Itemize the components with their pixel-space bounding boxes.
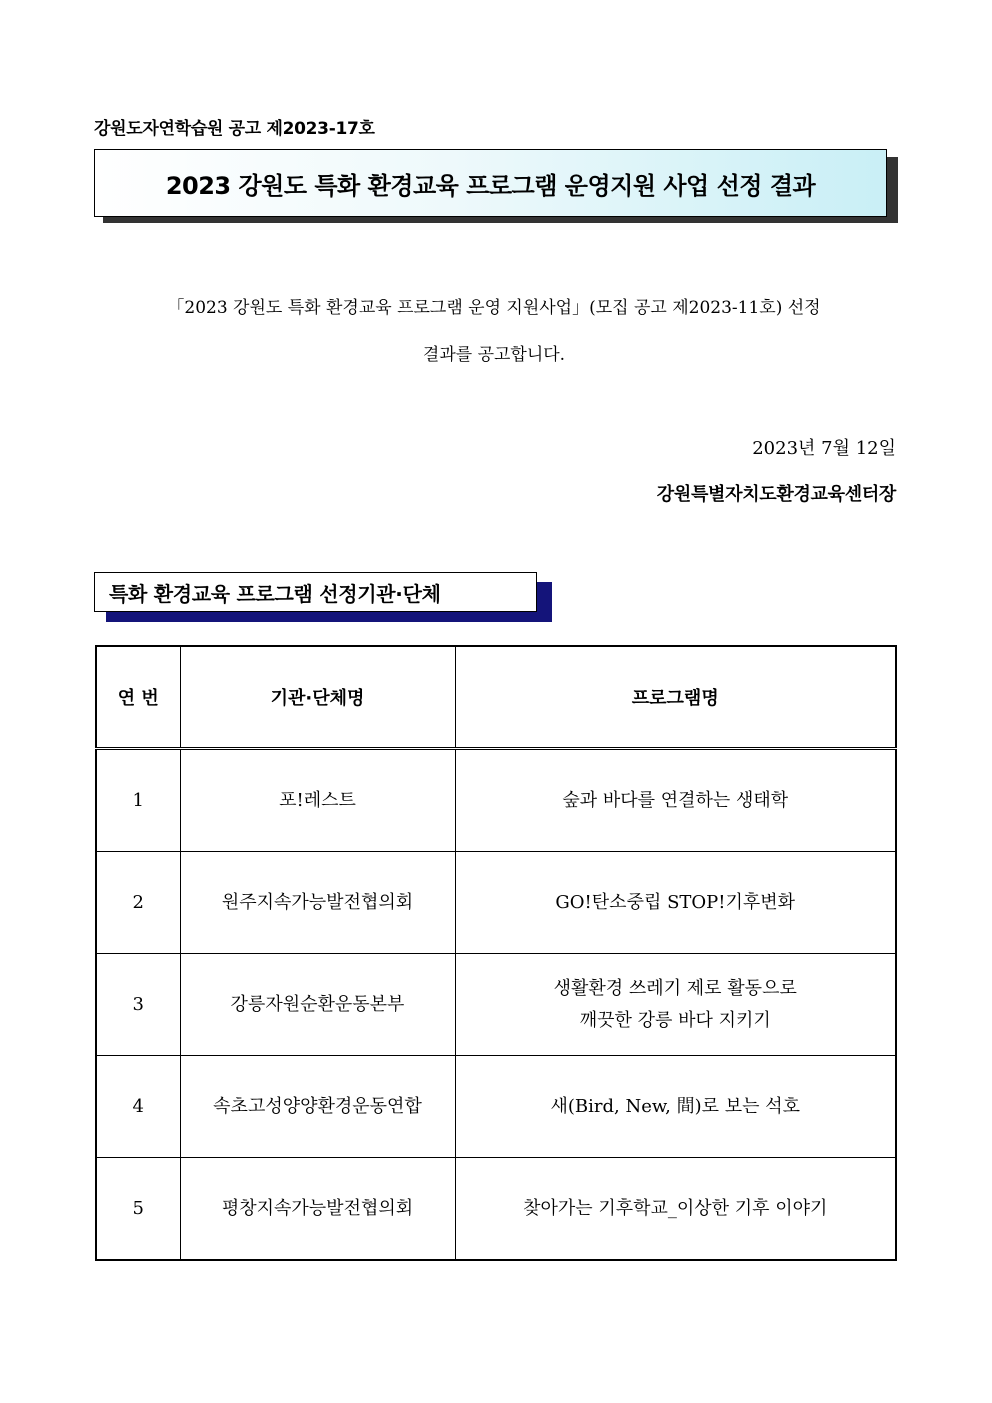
program-name-line: 깨끗한 강릉 바다 지키기 xyxy=(579,1009,771,1031)
announcement-date: 2023년 7월 12일 xyxy=(752,438,896,459)
title-box xyxy=(94,149,887,217)
header-organization: 기관·단체명 xyxy=(180,646,455,749)
organization-name: 원주지속가능발전협의회 xyxy=(180,852,455,954)
program-name xyxy=(455,1056,896,1158)
program-name-line: 생활환경 쓰레기 제로 활동으로 xyxy=(553,977,797,999)
row-number: 4 xyxy=(96,1056,180,1158)
table-row xyxy=(96,954,896,1056)
program-name xyxy=(455,954,896,1056)
program-name xyxy=(455,852,896,954)
row-number: 3 xyxy=(96,954,180,1056)
notice-number: 강원도자연학습원 공고 제2023-17호 xyxy=(94,119,375,139)
header-no: 연 번 xyxy=(96,646,180,749)
organization-name: 강릉자원순환운동본부 xyxy=(180,954,455,1056)
issuer-name: 강원특별자치도환경교육센터장 xyxy=(656,484,896,505)
header-program: 프로그램명 xyxy=(455,646,896,749)
section-title: 특화 환경교육 프로그램 선정기관·단체 xyxy=(109,581,441,606)
program-name-line: 숲과 바다를 연결하는 생태학 xyxy=(562,789,789,811)
program-name-line: 새(Bird, New, 間)로 보는 석호 xyxy=(550,1095,800,1117)
organization-name: 포!레스트 xyxy=(180,749,455,852)
program-name-line: GO!탄소중립 STOP!기후변화 xyxy=(555,891,796,913)
table-row xyxy=(96,749,896,852)
table-header-row xyxy=(96,646,896,749)
row-number: 2 xyxy=(96,852,180,954)
organization-name: 평창지속가능발전협의회 xyxy=(180,1158,455,1261)
section-title-box xyxy=(94,572,537,612)
document-title: 2023 강원도 특화 환경교육 프로그램 운영지원 사업 선정 결과 xyxy=(165,171,816,200)
row-number: 1 xyxy=(96,749,180,852)
selection-result-table xyxy=(95,645,897,1261)
program-name xyxy=(455,1158,896,1261)
row-number: 5 xyxy=(96,1158,180,1261)
program-name xyxy=(455,749,896,852)
organization-name: 속초고성양양환경운동연합 xyxy=(180,1056,455,1158)
table-row xyxy=(96,1158,896,1261)
intro-line-2: 결과를 공고합니다. xyxy=(422,345,566,365)
intro-line-1: 「2023 강원도 특화 환경교육 프로그램 운영 지원사업」(모집 공고 제2023-11호) 선정 xyxy=(167,298,821,318)
table-row xyxy=(96,1056,896,1158)
table-row xyxy=(96,852,896,954)
program-name-line: 찾아가는 기후학교_이상한 기후 이야기 xyxy=(523,1197,828,1219)
